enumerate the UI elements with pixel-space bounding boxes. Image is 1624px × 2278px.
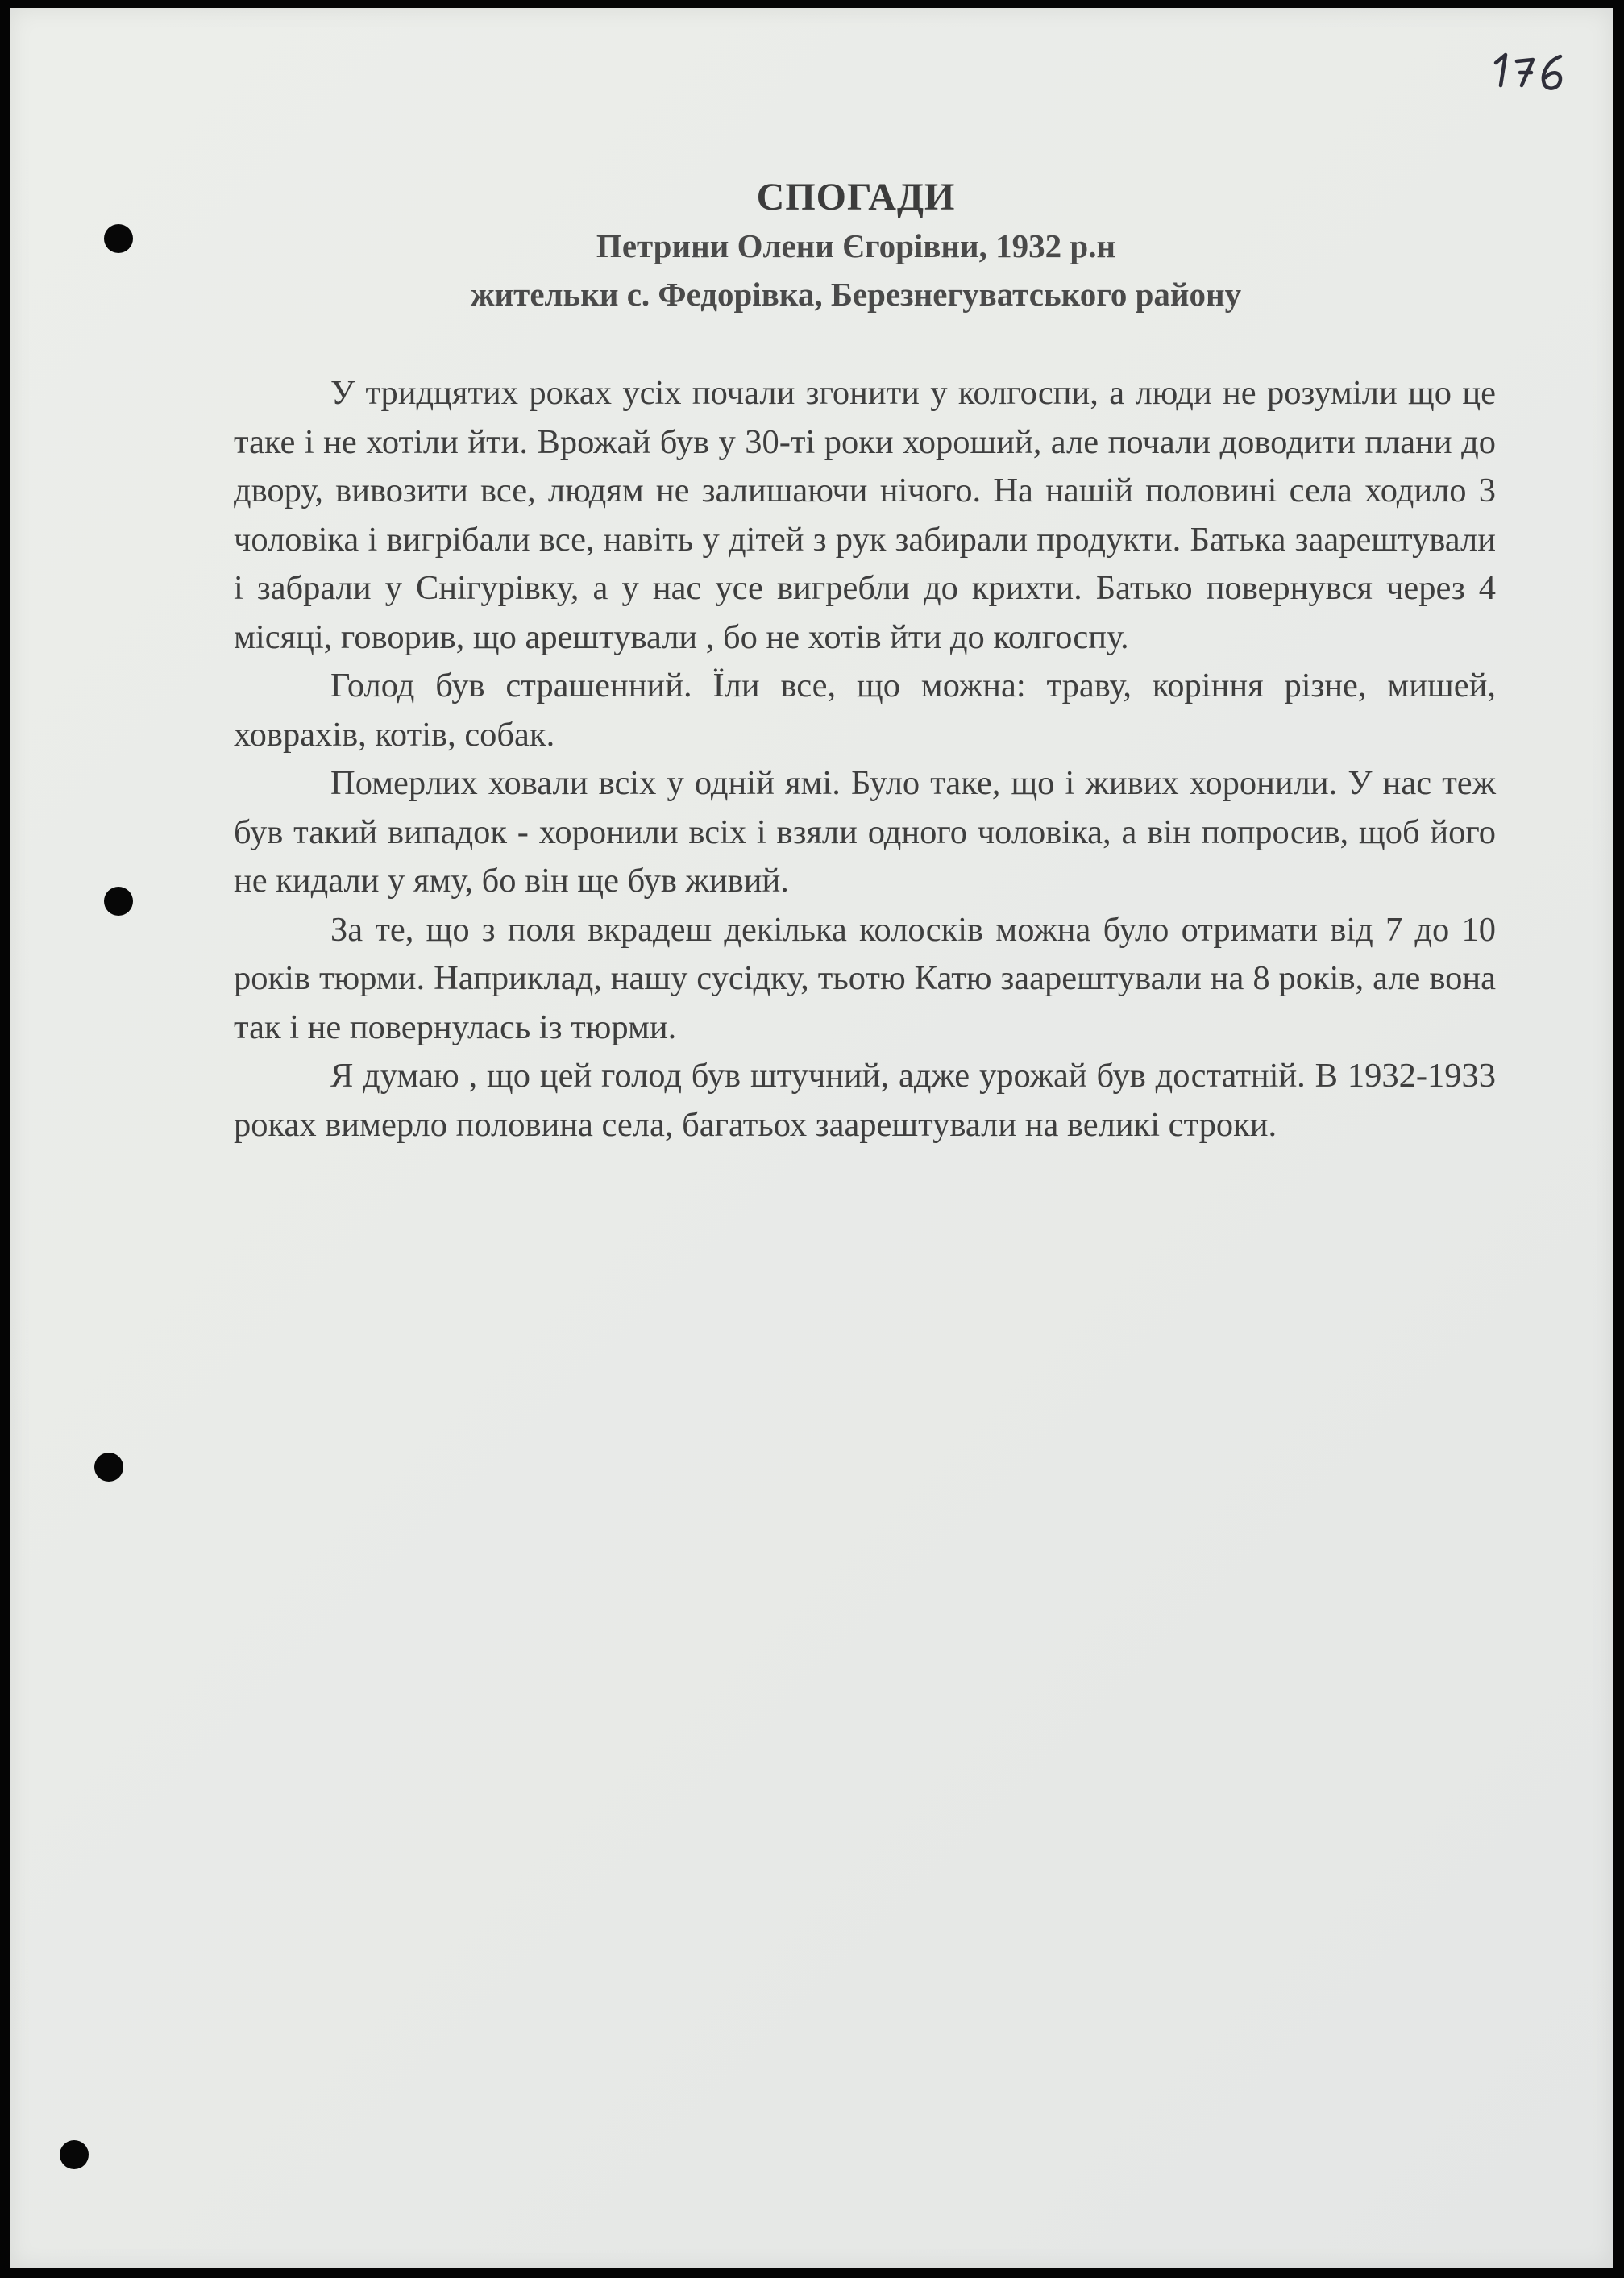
document-title: СПОГАДИ (756, 176, 956, 218)
document-page (10, 8, 1613, 2268)
handwritten-folio-number (1491, 39, 1572, 95)
paragraph: Померлих ховали всіх у одній ямі. Було таке, що і живих хоронили. У нас теж був такий випадок - хоронили всіх і взяли одного чоловіка, а він попросив, щоб його не кидали у яму, бо він ще був живий. (234, 764, 1496, 900)
punch-hole (104, 224, 133, 253)
paragraph: У тридцятих роках усіх почали згонити у колгоспи, а люди не розуміли що це таке і не хотіли йти. Врожай був у 30-ті роки хороший, але почали доводити плани до двору, вивозити все, людям не залишаючи нічого. На нашій половині села ходило 3 чоловіка і вигрібали все, навіть у дітей з рук забирали продукти. Батька заарештували і забрали у Снігурівку, а у нас усе вигребли до крихти. Батько повернувся через 4 місяці, говорив, що арештували , бо не хотів йти до колгоспу. (234, 374, 1496, 656)
punch-hole (60, 2140, 89, 2169)
paragraph: Я думаю , що цей голод був штучний, адже урожай був достатній. В 1932-1933 роках вимерло половина села, багатьох заарештували на великі строки. (234, 1057, 1496, 1144)
paragraph: Голод був страшенний. Їли все, що можна: траву, коріння різне, мишей, ховрахів, котів, собак. (234, 667, 1496, 754)
punch-hole (94, 1453, 123, 1482)
document-body (234, 369, 1496, 1149)
paragraph: За те, що з поля вкрадеш декілька колосків можна було отримати від 7 до 10 років тюрми. Наприклад, нашу сусідку, тьотю Катю заарештували на 8 років, але вона так і не повернулась із тюрми. (234, 910, 1496, 1046)
narrator-name: Петрини Олени Єгорівни, 1932 р.н (596, 227, 1116, 264)
document-header (171, 173, 1541, 318)
punch-hole (104, 887, 133, 916)
narrator-residence: жительки с. Федорівка, Березнегуватського району (470, 276, 1242, 313)
